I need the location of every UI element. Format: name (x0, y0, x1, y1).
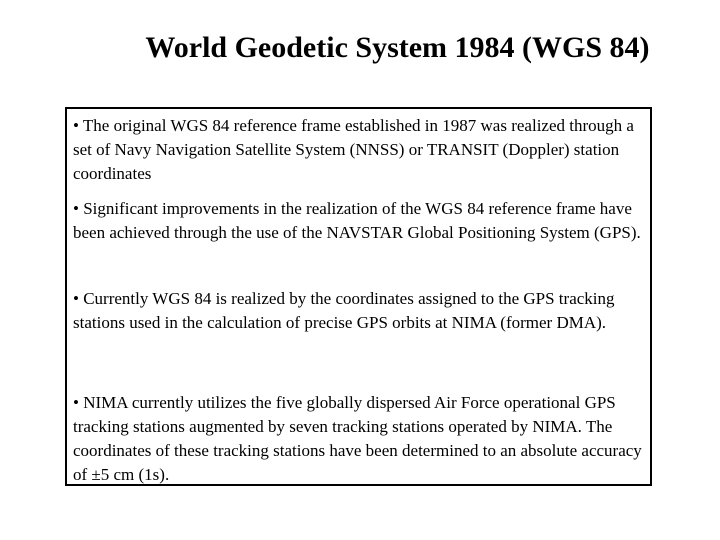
content-box (65, 107, 652, 486)
bullet-nima-stations: • NIMA currently utilizes the five globally dispersed Air Force operational GPS tracking stations augmented by seven tracking stations operated by NIMA. The coordinates of these tracking stations have been determined to an absolute accuracy of ±5 cm (1s). (73, 393, 642, 484)
bullet-original-frame: • The original WGS 84 reference frame established in 1987 was realized through a set of Navy Navigation Satellite System (NNSS) or TRANSIT (Doppler) station coordinates (73, 116, 634, 183)
bullet-gps-improvements: • Significant improvements in the realization of the WGS 84 reference frame have been achieved through the use of the NAVSTAR Global Positioning System (GPS). (73, 199, 641, 242)
bullet-current-realization: • Currently WGS 84 is realized by the coordinates assigned to the GPS tracking stations used in the calculation of precise GPS orbits at NIMA (former DMA). (73, 289, 615, 332)
slide-title: World Geodetic System 1984 (WGS 84) (145, 31, 650, 64)
